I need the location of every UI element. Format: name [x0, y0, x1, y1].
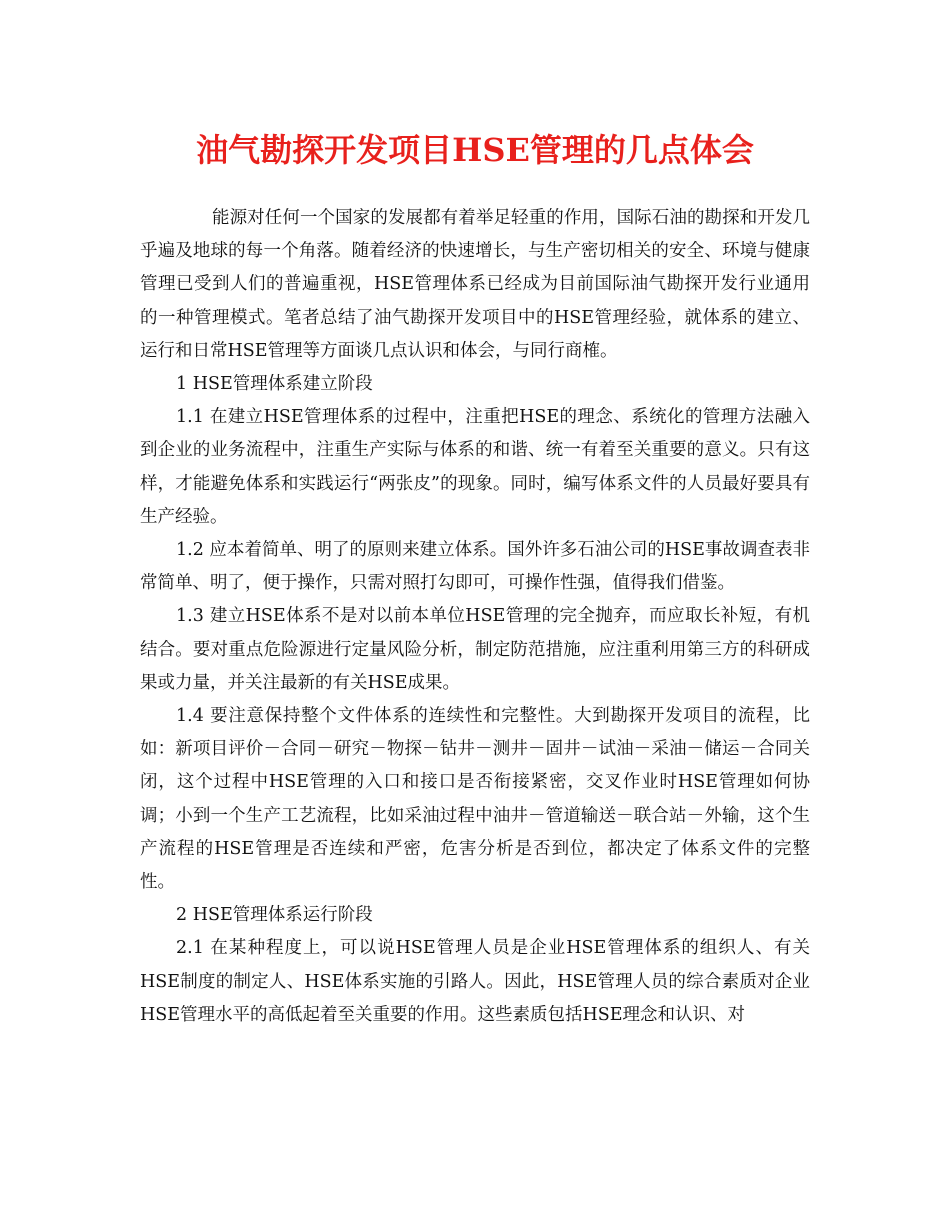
- section-heading-2: 2 HSE管理体系运行阶段: [176, 905, 373, 926]
- intro-paragraph: 能源对任何一个国家的发展都有着举足轻重的作用，国际石油的勘探和开发几乎遍及地球的每一个角落。随着经济的快速增长，与生产密切相关的安全、环境与健康管理已受到人们的普遍重视，HSE管理体系已经成为目前国际油气勘探开发行业通用的一种管理模式。笔者总结了油气勘探开发项目中的HSE管理经验，就体系的建立、运行和日常HSE管理等方面谈几点认识和体会，与同行商榷。: [140, 208, 810, 361]
- document-title: 油气勘探开发项目HSE管理的几点体会: [196, 131, 754, 169]
- paragraph-1-1: 1.1 在建立HSE管理体系的过程中，注重把HSE的理念、系统化的管理方法融入到企业的业务流程中，注重生产实际与体系的和谐、统一有着至关重要的意义。只有这样，才能避免体系和实践运行“两张皮”的现象。同时，编写体系文件的人员最好要具有生产经验。: [140, 407, 810, 527]
- paragraph-2-1: 2.1 在某种程度上，可以说HSE管理人员是企业HSE管理体系的组织人、有关HSE制度的制定人、HSE体系实施的引路人。因此，HSE管理人员的综合素质对企业HSE管理水平的高低起着至关重要的作用。这些素质包括HSE理念和认识、对: [140, 938, 810, 1025]
- paragraph-1-2: 1.2 应本着简单、明了的原则来建立体系。国外许多石油公司的HSE事故调查表非常简单、明了，便于操作，只需对照打勾即可，可操作性强，值得我们借鉴。: [140, 540, 810, 594]
- paragraph-1-3: 1.3 建立HSE体系不是对以前本单位HSE管理的完全抛弃，而应取长补短，有机结合。要对重点危险源进行定量风险分析，制定防范措施，应注重利用第三方的科研成果或力量，并关注最新的有关HSE成果。: [140, 606, 810, 693]
- section-heading-1: 1 HSE管理体系建立阶段: [176, 374, 373, 395]
- paragraph-1-4: 1.4 要注意保持整个文件体系的连续性和完整性。大到勘探开发项目的流程，比如：新项目评价－合同－研究－物探－钻井－测井－固井－试油－采油－储运－合同关闭，这个过程中HSE管理的入口和接口是否衔接紧密，交叉作业时HSE管理如何协调；小到一个生产工艺流程，比如采油过程中油井－管道输送－联合站－外输，这个生产流程的HSE管理是否连续和严密，危害分析是否到位，都决定了体系文件的完整性。: [140, 706, 810, 893]
- document-body: [140, 202, 810, 1032]
